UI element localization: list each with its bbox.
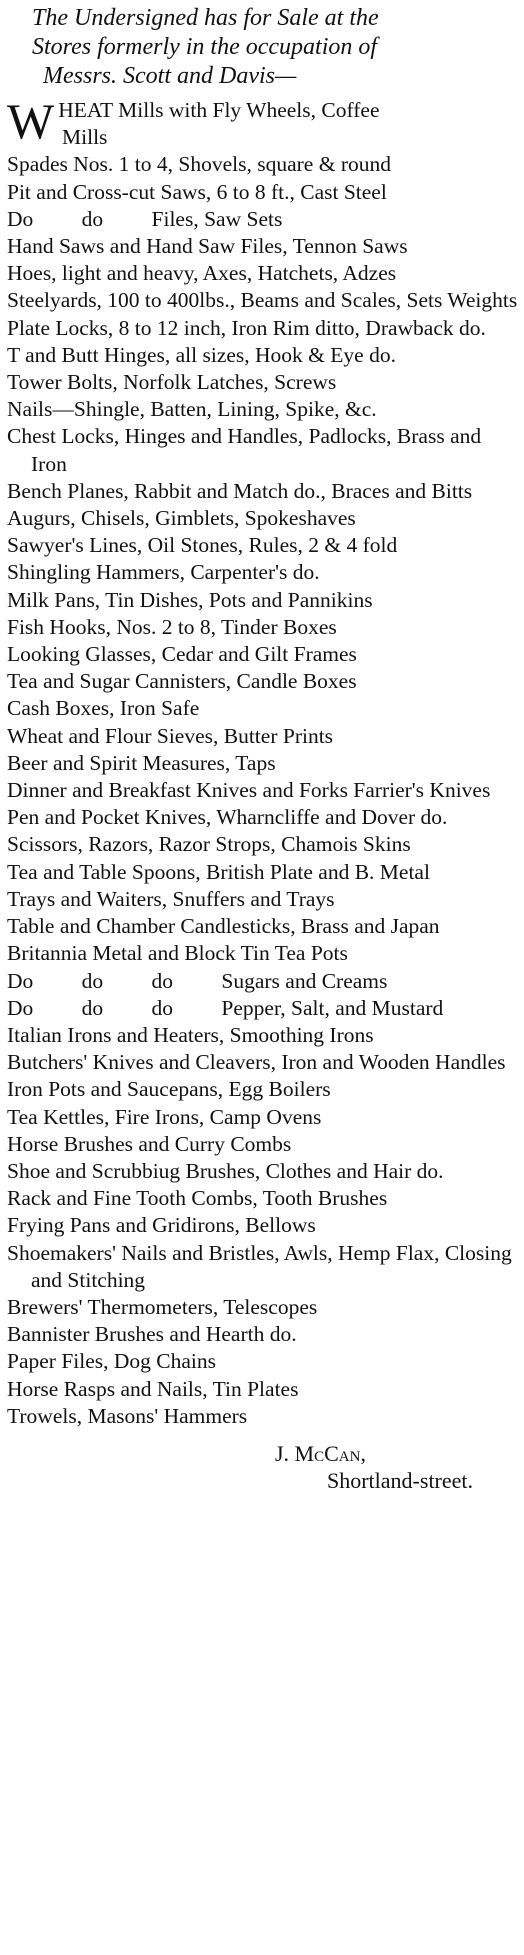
list-item: Trowels, Masons' Hammers <box>7 1403 248 1428</box>
list-item: Shoe and Scrubbiug Brushes, Clothes and Hair do. <box>7 1158 444 1183</box>
list-item: Shingling Hammers, Carpenter's do. <box>7 560 320 585</box>
list-item: Butchers' Knives and Cleavers, Iron and Wooden Handles <box>7 1050 506 1075</box>
list-item: Tower Bolts, Norfolk Latches, Screws <box>7 370 337 395</box>
goods-list <box>7 93 518 1430</box>
drop-cap: W <box>7 93 55 149</box>
list-item: Iron Pots and Saucepans, Egg Boilers <box>7 1077 331 1102</box>
advertisement-heading <box>7 4 518 91</box>
list-item: Beer and Spirit Measures, Taps <box>7 750 276 775</box>
list-item: Trays and Waiters, Snuffers and Trays <box>7 886 335 911</box>
merchant-name: J. McCan, <box>275 1440 366 1466</box>
list-item: Rack and Fine Tooth Combs, Tooth Brushes <box>7 1186 388 1211</box>
list-item: Shoemakers' Nails and Bristles, Awls, Hemp Flax, Closing and Stitching <box>7 1240 518 1292</box>
list-item: Cash Boxes, Iron Safe <box>7 696 200 721</box>
list-item: Brewers' Thermometers, Telescopes <box>7 1294 318 1319</box>
list-item: Do do do Pepper, Salt, and Mustard <box>7 995 444 1020</box>
list-item: Hand Saws and Hand Saw Files, Tennon Saws <box>7 234 408 259</box>
signature-block <box>7 1440 518 1494</box>
list-item: Spades Nos. 1 to 4, Shovels, square & round <box>7 152 391 177</box>
list-item: Italian Irons and Heaters, Smoothing Irons <box>7 1022 374 1047</box>
list-item: Dinner and Breakfast Knives and Forks Farrier's Knives <box>7 778 491 803</box>
list-item: Tea and Table Spoons, British Plate and B. Metal <box>7 859 430 884</box>
list-item: Pen and Pocket Knives, Wharncliffe and Dover do. <box>7 805 448 830</box>
heading-line-1: The Undersigned has for Sale at the <box>32 5 379 31</box>
list-item: Hoes, light and heavy, Axes, Hatchets, Adzes <box>7 261 397 286</box>
list-item: Bannister Brushes and Hearth do. <box>7 1322 297 1347</box>
list-item <box>7 93 518 151</box>
list-item: Sawyer's Lines, Oil Stones, Rules, 2 & 4 fold <box>7 533 398 558</box>
list-item: Tea and Sugar Cannisters, Candle Boxes <box>7 669 357 694</box>
list-item-text: HEAT Mills with Fly Wheels, Coffee <box>58 98 380 122</box>
list-item-continuation: Mills <box>62 125 108 150</box>
list-item: Britannia Metal and Block Tin Tea Pots <box>7 941 348 966</box>
heading-line-2: Stores formerly in the occupation of <box>32 34 378 60</box>
list-item: Augurs, Chisels, Gimblets, Spokeshaves <box>7 506 356 531</box>
list-item: Bench Planes, Rabbit and Match do., Braces and Bitts <box>7 478 473 503</box>
heading-line-3: Messrs. Scott and Davis— <box>43 63 297 89</box>
list-item: Do do do Sugars and Creams <box>7 968 388 993</box>
list-item: Steelyards, 100 to 400lbs., Beams and Scales, Sets Weights <box>7 288 518 313</box>
list-item: Frying Pans and Gridirons, Bellows <box>7 1213 316 1238</box>
list-item: T and Butt Hinges, all sizes, Hook & Eye do. <box>7 342 396 367</box>
list-item: Nails—Shingle, Batten, Lining, Spike, &c. <box>7 397 377 422</box>
list-item: Fish Hooks, Nos. 2 to 8, Tinder Boxes <box>7 614 337 639</box>
list-item: Paper Files, Dog Chains <box>7 1349 217 1374</box>
merchant-address: Shortland-street. <box>327 1467 474 1493</box>
list-item: Scissors, Razors, Razor Strops, Chamois Skins <box>7 832 411 857</box>
list-item: Pit and Cross-cut Saws, 6 to 8 ft., Cast Steel <box>7 179 387 204</box>
list-item: Horse Brushes and Curry Combs <box>7 1131 292 1156</box>
list-item: Table and Chamber Candlesticks, Brass and Japan <box>7 914 440 939</box>
list-item: Looking Glasses, Cedar and Gilt Frames <box>7 642 357 667</box>
list-item: Horse Rasps and Nails, Tin Plates <box>7 1376 299 1401</box>
list-item: Do do Files, Saw Sets <box>7 206 283 231</box>
list-item: Wheat and Flour Sieves, Butter Prints <box>7 723 334 748</box>
list-item: Tea Kettles, Fire Irons, Camp Ovens <box>7 1104 322 1129</box>
list-item: Milk Pans, Tin Dishes, Pots and Pannikins <box>7 587 373 612</box>
list-item: Chest Locks, Hinges and Handles, Padlocks, Brass and Iron <box>7 424 487 476</box>
list-item: Plate Locks, 8 to 12 inch, Iron Rim ditto, Drawback do. <box>7 315 486 340</box>
